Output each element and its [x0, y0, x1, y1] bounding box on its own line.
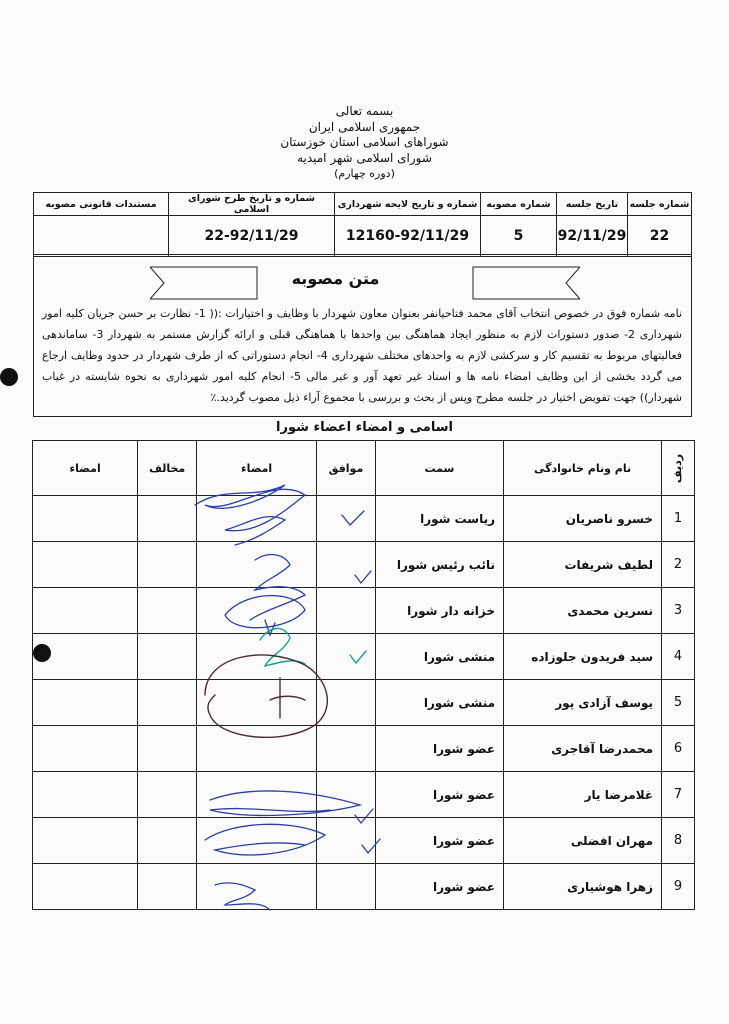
agree-cell [317, 634, 376, 680]
row-number: 8 [662, 818, 695, 864]
row-number: 5 [662, 680, 695, 726]
meta-header-resolution-no: شماره مصوبه [481, 193, 557, 216]
signature2-cell [33, 864, 138, 910]
signature2-cell [33, 818, 138, 864]
signature2-cell [33, 772, 138, 818]
agree-cell [317, 726, 376, 772]
members-title: اسامی و امضاء اعضاء شورا [276, 420, 453, 435]
member-position: منشی شورا [375, 680, 503, 726]
header-basmala: بسمه تعالی [335, 104, 394, 118]
meta-header-bill: شماره و تاریخ لایحه شهرداری [335, 193, 481, 216]
signature-cell [197, 496, 317, 542]
agree-cell [317, 772, 376, 818]
meta-header-session-no: شماره جلسه [628, 193, 692, 216]
oppose-cell [138, 818, 197, 864]
table-row [33, 864, 695, 910]
col-sign-header: امضاء [197, 441, 317, 496]
row-number: 9 [662, 864, 695, 910]
oppose-cell [138, 726, 197, 772]
signature-cell [197, 772, 317, 818]
signature2-cell [33, 496, 138, 542]
oppose-cell [138, 496, 197, 542]
header-province-council: شوراهای اسلامی استان خوزستان [280, 135, 449, 149]
member-name: مهران افضلی [504, 818, 662, 864]
member-position: ریاست شورا [375, 496, 503, 542]
table-row [33, 588, 695, 634]
agree-cell [317, 542, 376, 588]
punch-hole [0, 368, 18, 386]
header-term: (دوره چهارم) [334, 167, 395, 180]
meta-legal [34, 216, 169, 257]
oppose-cell [138, 680, 197, 726]
members-table [32, 440, 695, 910]
oppose-cell [138, 864, 197, 910]
col-position-header: سمت [375, 441, 503, 496]
member-name: خسرو ناصریان [504, 496, 662, 542]
signature-cell [197, 818, 317, 864]
signature-cell [197, 680, 317, 726]
oppose-cell [138, 542, 197, 588]
member-position: عضو شورا [375, 772, 503, 818]
document-header [0, 104, 729, 182]
row-number: 6 [662, 726, 695, 772]
member-position: عضو شورا [375, 818, 503, 864]
oppose-cell [138, 772, 197, 818]
col-name-header: نام ونام خانوادگی [504, 441, 662, 496]
signature2-cell [33, 542, 138, 588]
row-number: 1 [662, 496, 695, 542]
oppose-cell [138, 588, 197, 634]
col-sign2-header: امضاء [33, 441, 138, 496]
signature2-cell [33, 680, 138, 726]
members-header-row [33, 441, 695, 496]
agree-cell [317, 864, 376, 910]
resolution-body: نامه شماره فوق در خصوص انتخاب آقای محمد فتاحیانفر بعنوان معاون شهردار با وظایف و اختیارات :(( 1- نظارت بر حسن جریان کلیه امور شهرداری 2- صدور دستورات لازم به منظور ایجاد هماهنگی بین واحدها با هماهنگی قبلی و ارائه گزارش مستمر به شهردار 3- ساماندهی فعالیتهای مربوط به تقسیم کار و سرکشی لازم به واحدهای مختلف شهرداری 4- انجام دستوراتی که از طرف شهردار در حدود وظایف ارجاع می گردد بخشی از این وظایف امضاء نامه ها و اسناد غیر تعهد آور و غیر مالی 5- انجام کلیه امور شهرداری به نحوه شایسته در غیاب شهردار)) جهت تفویض اختیار در جلسه مطرح وپس از بحث و بررسی با مجموع آراء ذیل مصوب گردید.٪ [42, 307, 683, 404]
col-oppose-header: مخالف [138, 441, 197, 496]
member-position: عضو شورا [375, 864, 503, 910]
signature2-cell [33, 588, 138, 634]
signature-cell [197, 864, 317, 910]
agree-cell [317, 818, 376, 864]
table-row [33, 634, 695, 680]
table-row [33, 772, 695, 818]
row-number: 3 [662, 588, 695, 634]
meta-plan: 22-92/11/29 [169, 216, 335, 257]
meta-session-no: 22 [628, 216, 692, 257]
signature-cell [197, 588, 317, 634]
meta-table [33, 192, 692, 257]
member-name: غلامرضا یار [504, 772, 662, 818]
agree-cell [317, 496, 376, 542]
member-name: محمدرضا آقاجری [504, 726, 662, 772]
agree-cell [317, 680, 376, 726]
table-row [33, 818, 695, 864]
meta-header-session-date: تاریخ جلسه [557, 193, 628, 216]
row-number: 4 [662, 634, 695, 680]
col-row-header: ردیف [662, 441, 695, 496]
signature-cell [197, 726, 317, 772]
member-position: نائب رئیس شورا [375, 542, 503, 588]
punch-hole [33, 644, 51, 662]
meta-header-plan: شماره و تاریخ طرح شورای اسلامی [169, 193, 335, 216]
table-row [33, 496, 695, 542]
oppose-cell [138, 634, 197, 680]
header-country: جمهوری اسلامی ایران [308, 119, 421, 134]
member-name: نسرین محمدی [504, 588, 662, 634]
header-city-council: شورای اسلامی شهر امیدیه [297, 150, 432, 165]
member-position: عضو شورا [375, 726, 503, 772]
table-row [33, 726, 695, 772]
row-number: 2 [662, 542, 695, 588]
row-number: 7 [662, 772, 695, 818]
meta-resolution-no: 5 [481, 216, 557, 257]
member-name: لطیف شریفات [504, 542, 662, 588]
member-position: خزانه دار شورا [375, 588, 503, 634]
member-position: منشی شورا [375, 634, 503, 680]
member-name: سید فریدون جلوزاده [504, 634, 662, 680]
col-agree-header: موافق [317, 441, 376, 496]
signature-cell [197, 542, 317, 588]
meta-session-date: 92/11/29 [557, 216, 628, 257]
member-name: یوسف آزادی پور [504, 680, 662, 726]
meta-header-legal: مستندات قانونی مصوبه [34, 193, 169, 216]
table-row [33, 680, 695, 726]
resolution-title: متن مصوبه [291, 269, 380, 288]
member-name: زهرا هوشیاری [504, 864, 662, 910]
table-row [33, 542, 695, 588]
signature2-cell [33, 726, 138, 772]
agree-cell [317, 588, 376, 634]
meta-bill: 12160-92/11/29 [335, 216, 481, 257]
signature-cell [197, 634, 317, 680]
